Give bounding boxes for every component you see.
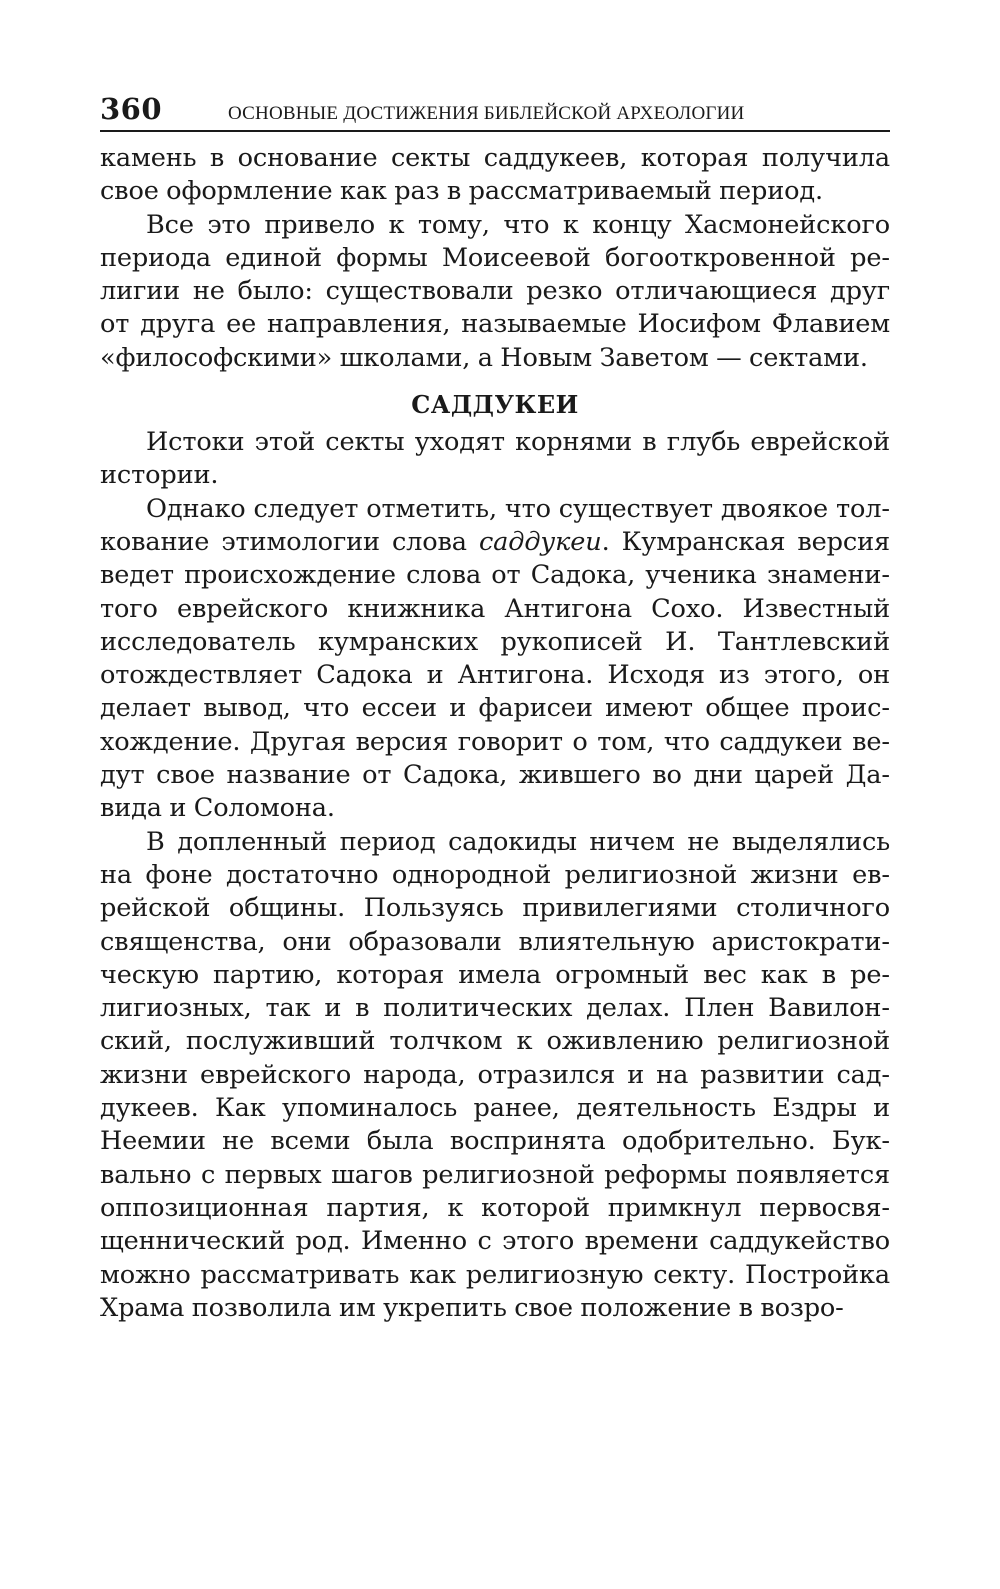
page-number: 360: [100, 92, 163, 126]
paragraph-hasmonean-period: Все это привело к тому, что к концу Хасмонейского периода единой формы Моисеевой богооткровенной религии не было: существовали резко отличающиеся друг от друга ее направления, называемые Иосифом Флавием «философскими» школами, а Новым Заветом — сектами.: [100, 209, 890, 373]
etymology-text-start: Однако следует отметить, что существует двоякое толкование этимологии слова: [100, 493, 890, 557]
paragraph-pre-exile-period: В допленный период садокиды ничем не выделялись на фоне достаточно однородной религиозной жизни еврейской общины. Пользуясь привилегиями столичного священства, они образовали влиятельную аристократическую партию, которая имела огромный вес как в религиозных, так и в политических делах. Плен Вавилонский, послуживший толчком к оживлению религиозной жизни еврейского народа, отразился и на развитии саддукеев. Как упоминалось ранее, деятельность Ездры и Неемии не всеми была воспринята одобрительно. Буквально с первых шагов религиозной реформы появляется оппозиционная партия, к которой примкнул первосвященнический род. Именно с этого времени саддукейство можно рассматривать как религиозную секту. Постройка Храма позволила им укрепить свое положение в возро-: [100, 826, 890, 1323]
running-title: ОСНОВНЫЕ ДОСТИЖЕНИЯ БИБЛЕЙСКОЙ АРХЕОЛОГИИ: [228, 103, 745, 124]
italic-term-sadducees: саддукеи: [478, 526, 602, 557]
section-heading-sadducees: САДДУКЕИ: [411, 390, 579, 420]
paragraph-etymology: [100, 493, 890, 826]
book-page: [100, 92, 890, 1325]
etymology-text-end: . Кумранская версия ведет происхождение слова от Садока, ученика знаменитого еврейского книжника Антигона Сохо. Известный исследователь кумранских рукописей И. Тантлевский отождествляет Садока и Антигона. Исходя из этого, он делает вывод, что ессеи и фарисеи имеют общее происхождение. Другая версия говорит о том, что саддукеи ведут свое название от Садока, жившего во дни царей Давида и Соломона.: [100, 526, 890, 824]
paragraph-origins: Истоки этой секты уходят корнями в глубь еврейской истории.: [100, 427, 890, 491]
body-text: [100, 142, 890, 1325]
paragraph-continuation: камень в основание секты саддукеев, которая получила свое оформление как раз в рассматриваемый период.: [100, 143, 890, 207]
running-header: [100, 92, 890, 132]
